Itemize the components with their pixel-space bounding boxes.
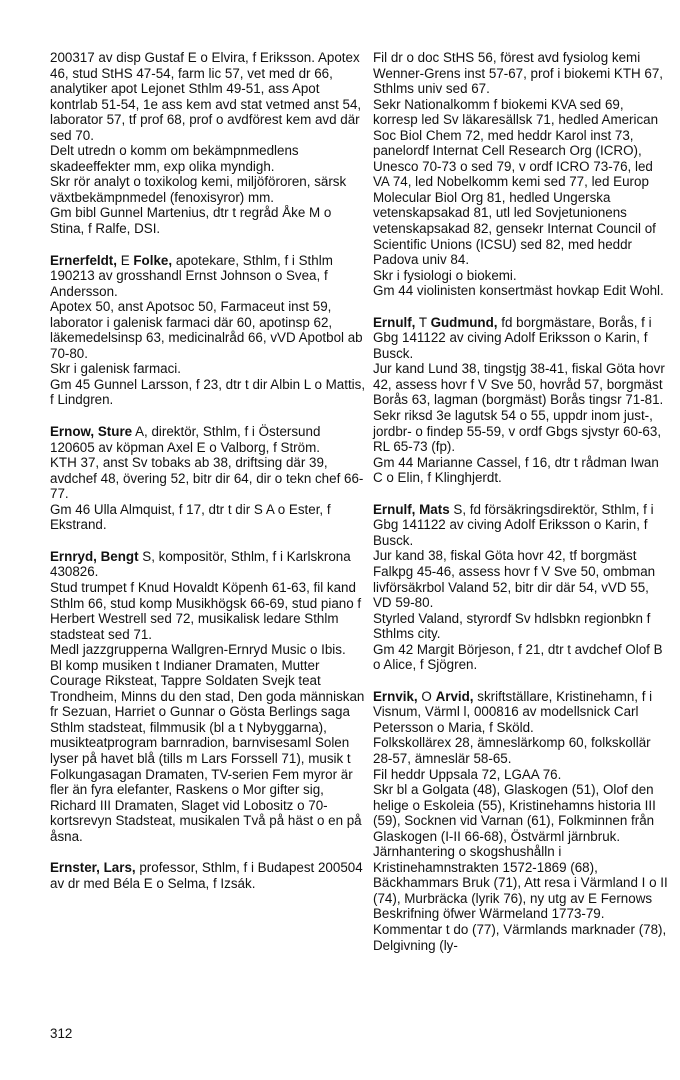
entry-text: fd borgmästare, Borås, f i Gbg 141122 av civing Adolf Eriksson o Karin, f Busck. xyxy=(373,314,652,361)
entry-initials: O xyxy=(421,688,432,704)
entry-text: Stud trumpet f Knud Hovaldt Köpenh 61-63, fil kand Sthlm 66, stud komp Musikhögsk 66-69, stud piano f Herbert Westrell sed 72, musikalisk ledare Sthlm stadsteat sed 71. xyxy=(50,579,362,642)
entry-text: Styrled Valand, styrordf Sv hdlsbkn regionbkn f Sthlms city. xyxy=(373,610,651,642)
entry-surname: Ernulf, xyxy=(373,501,416,517)
entry-continuation xyxy=(50,50,368,237)
entry-surname: Ernow, xyxy=(50,424,95,440)
entry-ernerfeldt xyxy=(50,253,368,408)
entry-given-name: Arvid, xyxy=(435,688,474,704)
entry-text: Skr i fysiologi o biokemi. xyxy=(373,267,517,283)
entry-text xyxy=(373,502,668,549)
entry-text: S, fd försäkringsdirektör, Sthlm, f i Gbg 141122 av civing Adolf Eriksson o Karin, f Busck. xyxy=(373,501,654,548)
entry-ernryd xyxy=(50,549,368,844)
entry-surname: Ernvik, xyxy=(373,688,418,704)
entry-given-name: Mats xyxy=(419,501,450,517)
entry-initials: E xyxy=(120,252,130,268)
entry-surname: Ernulf, xyxy=(373,314,416,330)
entry-given-name: Gudmund, xyxy=(430,314,498,330)
entry-text: 200317 av disp Gustaf E o Elvira, f Eriksson. Apotex 46, stud StHS 47-54, farm lic 57, vet med dr 66, analytiker apot Lejonet Sthlm 49-51, ass Apot kontrlab 51-54, 1e ass kem avd stat vetmed anst 54, laborator 57, tf prof 68, prof o avdförest kem avd där sed 70. xyxy=(50,50,362,143)
right-column xyxy=(373,50,668,969)
entry-given-name: Bengt xyxy=(100,548,139,564)
entry-ernow xyxy=(50,424,368,533)
entry-text: KTH 37, anst Sv tobaks ab 38, driftsing där 39, avdchef 48, övering 52, bitr dir 64, dir o tekn chef 66-77. xyxy=(50,455,364,502)
entry-text: Delt utredn o komm om bekämpnmedlens skadeeffekter mm, exp olika myndigh. xyxy=(50,143,299,174)
entry-text: professor, Sthlm, f i Budapest 200504 av dr med Béla E o Selma, f Izsák. xyxy=(50,860,363,891)
entry-text xyxy=(373,689,668,736)
entry-ernulf-gudmund xyxy=(373,315,668,486)
left-column xyxy=(50,50,368,907)
entry-text: Gm bibl Gunnel Martenius, dtr t regråd Åke M o Stina, f Ralfe, DSI. xyxy=(50,205,332,237)
entry-text: Gm 46 Ulla Almquist, f 17, dtr t dir S A o Ester, f Ekstrand. xyxy=(50,501,331,533)
entry-text: Sekr riksd 3e lagutsk 54 o 55, uppdr inom just-, jordbr- o findep 55-59, v ordf Gbgs sjvstyr 60-63, RL 65-73 (fp). xyxy=(373,408,662,455)
entry-continuation xyxy=(373,50,668,299)
entry-text: skriftställare, Kristinehamn, f i Visnum, Värml l, 000816 av modellsnick Carl Petersson o Maria, f Sköld. xyxy=(373,688,653,735)
entry-text: Folkskollärex 28, ämneslärkomp 60, folkskollär 28-57, ämneslär 58-65. xyxy=(373,735,651,766)
entry-given-name: Folke, xyxy=(133,252,173,268)
entry-text: Bl komp musiken t Indianer Dramaten, Mutter Courage Riksteat, Tappre Soldaten Svejk teat Trondheim, Minns du den stad, Den goda människan fr Sezuan, Harriet o Gunnar o Gösta Berlings saga Sthlm stadsteat, filmmusik (bl a t Nybyggarna), musikteatprogram barnradion, barnvisesaml Solen lyser på havet blå (tills m Lars Forssell 71), musik t Folkungasagan Dramaten, TV-serien Fem myror är fler än fyra elefanter, Raskens o Mor gifter sig, Richard III Dramaten, Slaget vid Lobositz o 70-kortsrevyn Stadsteat, musikalen Två på häst o en på åsna. xyxy=(50,657,365,844)
entry-text: Fil dr o doc StHS 56, förest avd fysiolog kemi Wenner-Grens inst 57-67, prof i biokemi KTH 67, Sthlms univ sed 67. xyxy=(373,50,664,97)
entry-surname: Ernryd, xyxy=(50,548,97,564)
entry-ernvik xyxy=(373,689,668,953)
entry-given-name: Lars, xyxy=(103,860,136,876)
entry-text xyxy=(50,549,368,580)
entry-text: Medl jazzgrupperna Wallgren-Ernryd Music o Ibis. xyxy=(50,642,346,658)
page-number: 312 xyxy=(50,1026,73,1041)
entry-text: Skr rör analyt o toxikolog kemi, miljöföroren, särsk växtbekämpnmedel (fenoxisyror) mm. xyxy=(50,174,347,205)
entry-ernulf-mats xyxy=(373,502,668,673)
entry-text: Sekr Nationalkomm f biokemi KVA sed 69, korresp led Sv läkaresällsk 71, hedled American Soc Biol Chem 72, med heddr Karol inst 73, panelordf Internat Cell Research Org (ICRO), Unesco 70-73 o sed 79, v ordf ICRO 73-76, led VA 74, led Nobelkomm kemi sed 77, led Europ Molecular Biol Org 81, hedled Ungerska vetenskapsakad 81, utl led Sovjetunionens vetenskapsakad 82, gensekr Internat Council of Scientific Unions (ICSU) sed 82, med heddr Padova univ 84. xyxy=(373,96,659,268)
entry-given-name: Sture xyxy=(97,424,133,440)
entry-text xyxy=(50,860,368,891)
entry-surname: Ernster, xyxy=(50,860,100,876)
entry-text xyxy=(373,315,668,362)
entry-text: A, direktör, Sthlm, f i Östersund 120605 av köpman Axel E o Valborg, f Ström. xyxy=(50,424,321,455)
entry-text: Gm 44 violinisten konsertmäst hovkap Edit Wohl. xyxy=(373,283,664,299)
entry-text: Gm 45 Gunnel Larsson, f 23, dtr t dir Albin L o Mattis, f Lindgren. xyxy=(50,376,366,408)
entry-ernster xyxy=(50,860,368,891)
entry-text: Skr i galenisk farmaci. xyxy=(50,361,181,377)
entry-text: S, kompositör, Sthlm, f i Karlskrona 430826. xyxy=(50,548,351,580)
entry-text xyxy=(50,253,368,300)
entry-text: Gm 44 Marianne Cassel, f 16, dtr t rådman Iwan C o Elin, f Klinghjerdt. xyxy=(373,454,659,486)
entry-initials: T xyxy=(418,314,427,330)
entry-text: Jur kand Lund 38, tingstjg 38-41, fiskal Göta hovr 42, assess hovr f V Sve 50, hovråd 57, borgmäst Borås 63, lagman (borgmäst) Borås tingsr 71-81. xyxy=(373,361,665,408)
entry-text: Apotex 50, anst Apotsoc 50, Farmaceut inst 59, laborator i galenisk farmaci där 60, apotinsp 62, läkemedelsinsp 63, medicinalråd 66, vVD Apotbol ab 70-80. xyxy=(50,299,363,361)
entry-text xyxy=(50,424,368,455)
entry-text: Jur kand 38, fiskal Göta hovr 42, tf borgmäst Falkpg 45-46, assess hovr f V Sve 50, ombman livförsäkrbol Valand 52, bitr dir där 54, vVD 55, VD 59-80. xyxy=(373,548,656,611)
entry-text: Skr bl a Golgata (48), Glaskogen (51), Olof den helige o Eskoleia (55), Kristinehamns historia III (59), Socknen vid Varnan (61), Folkminnen från Glaskogen (I-II 66-68), Östvärml järnbruk. Järnhantering o skogshushålln i Kristinehamnstrakten 1572-1869 (68), Bäckhammars Bruk (71), Att resa i Värmland I o II (74), Murbräcka (lyrik 76), ny utg av E Fernows Beskrifning öfwer Wärmeland 1773-79. Kommentar t do (77), Värmlands marknader (78), Delgivning (ly- xyxy=(373,782,668,953)
entry-text: Gm 42 Margit Börjeson, f 21, dtr t avdchef Olof B o Alice, f Sjögren. xyxy=(373,641,663,673)
entry-text: Fil heddr Uppsala 72, LGAA 76. xyxy=(373,766,562,782)
entry-text: apotekare, Sthlm, f i Sthlm 190213 av grosshandl Ernst Johnson o Svea, f Andersson. xyxy=(50,252,333,299)
entry-surname: Ernerfeldt, xyxy=(50,252,117,268)
